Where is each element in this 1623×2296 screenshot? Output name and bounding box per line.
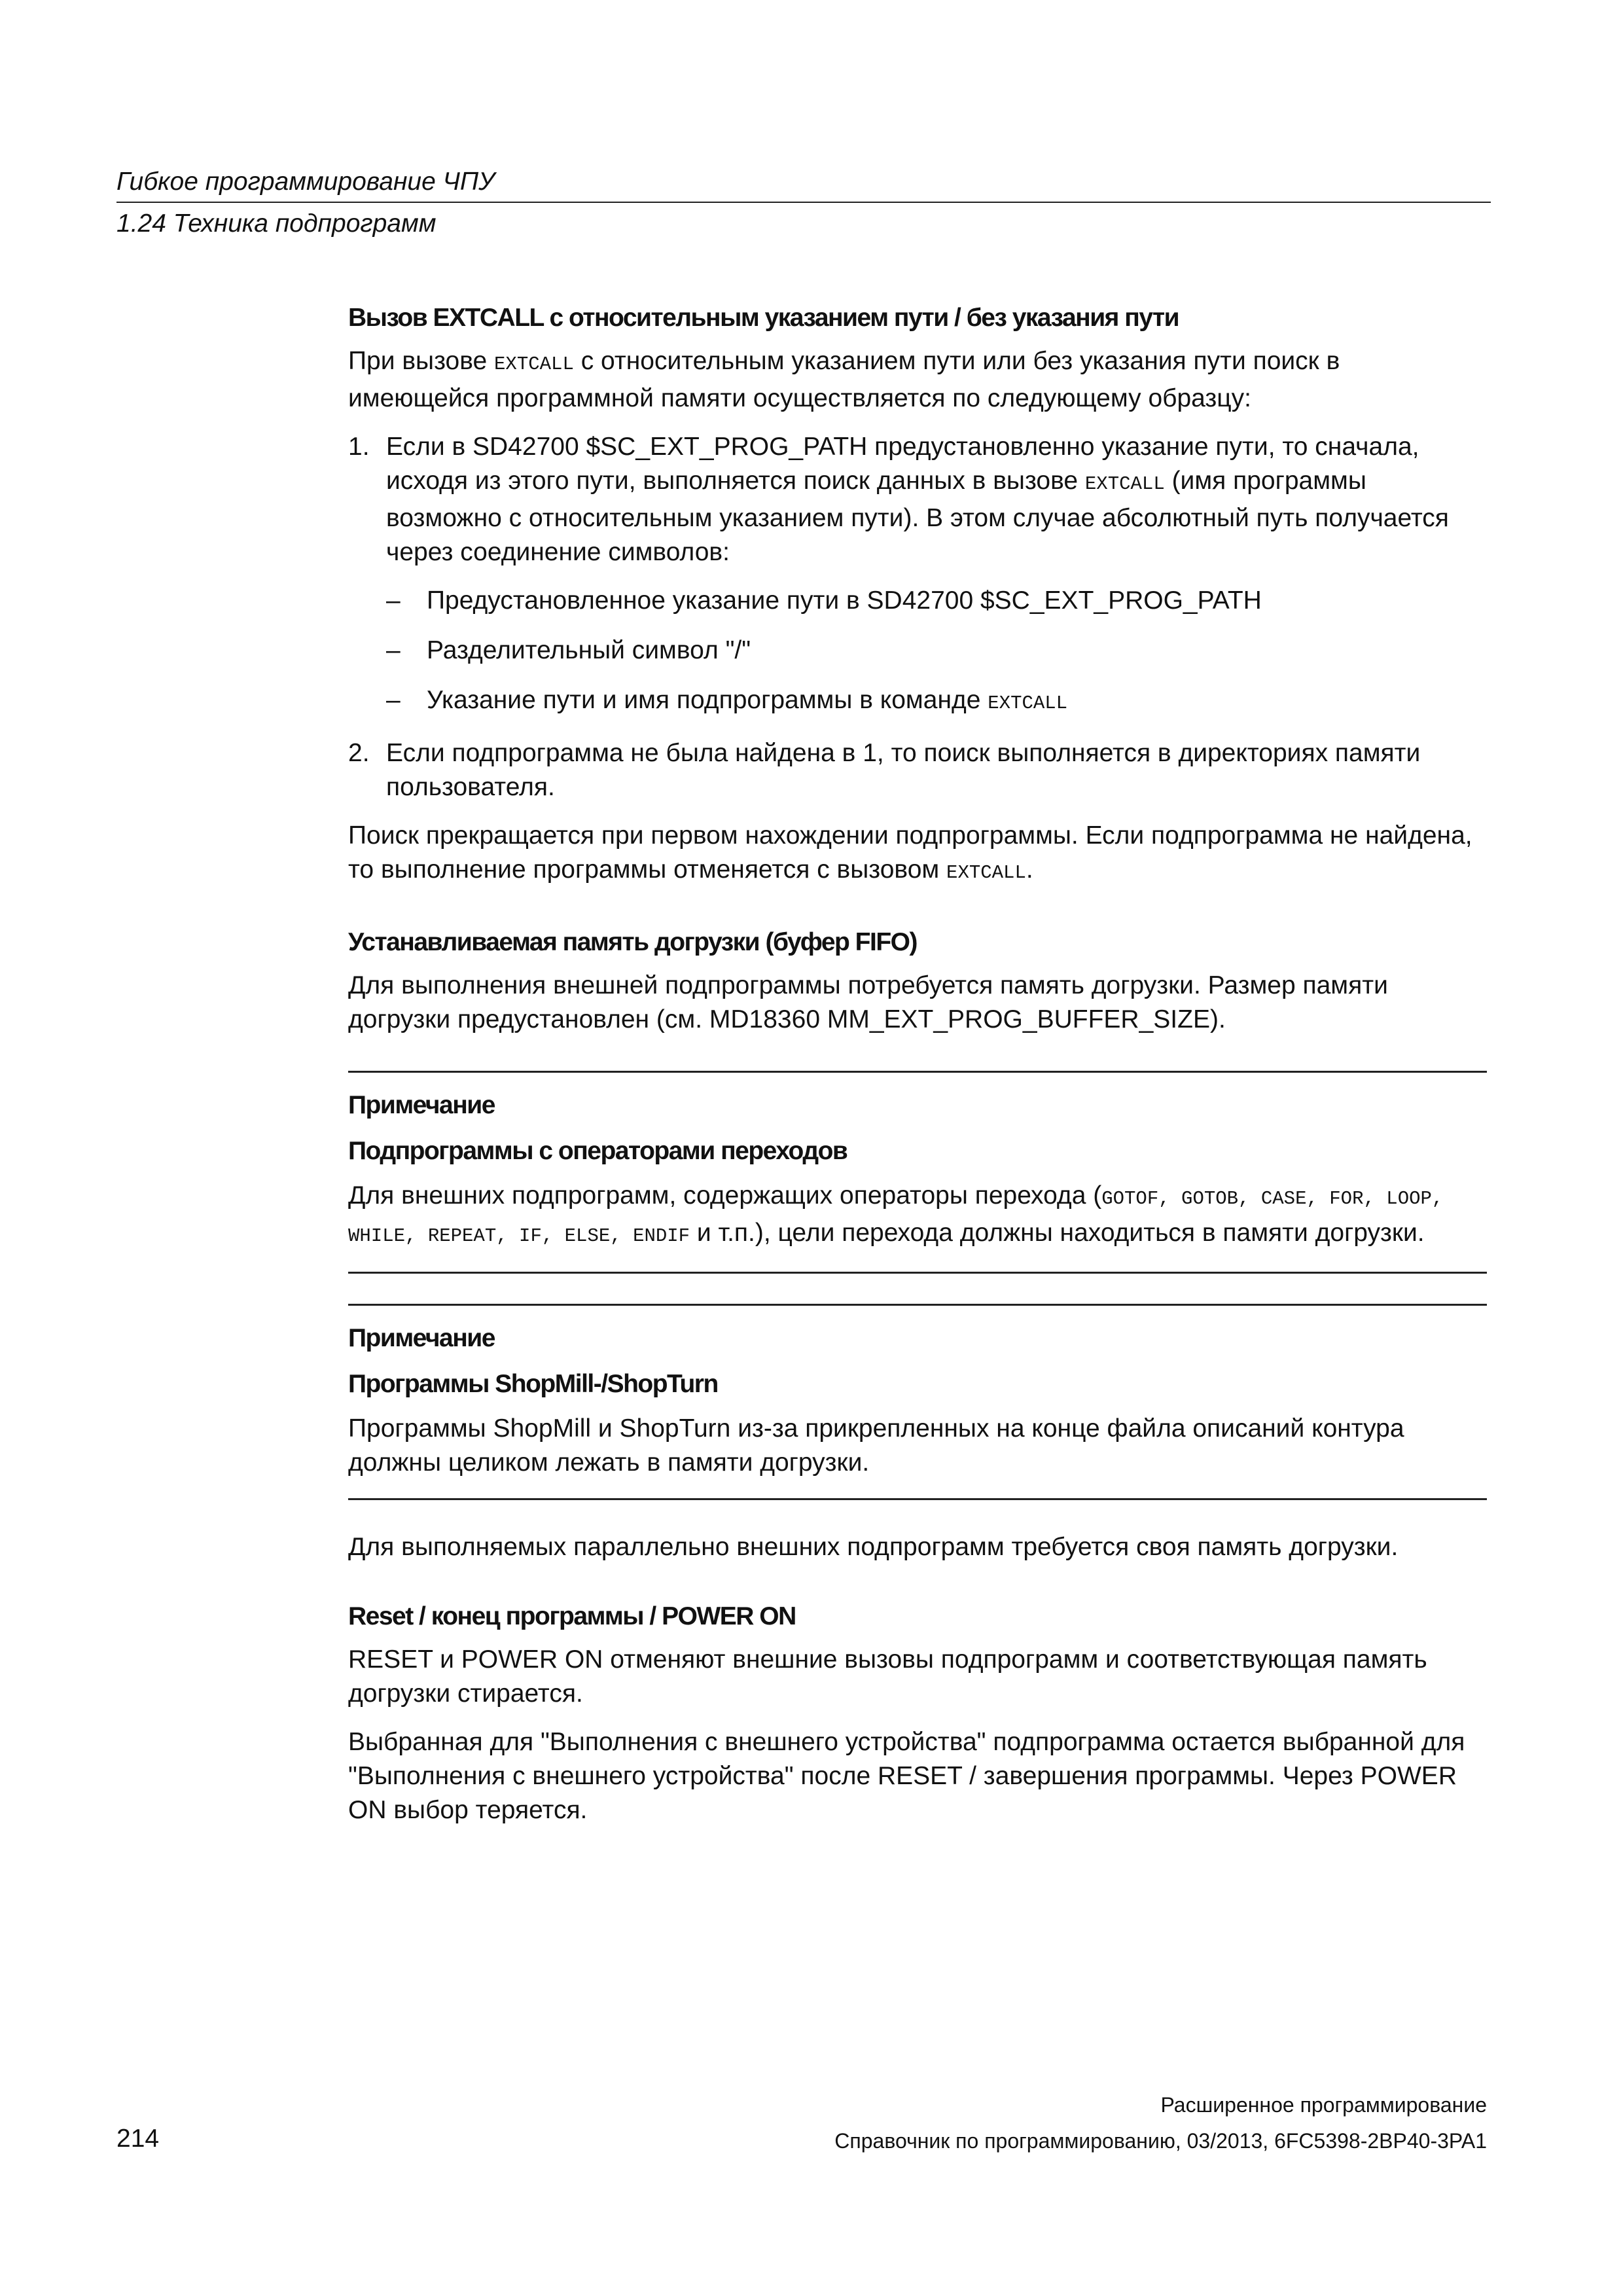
text-segment: Для внешних подпрограмм, содержащих операторы перехода ( bbox=[348, 1181, 1102, 1210]
note-text: Программы ShopMill и ShopTurn из-за прикрепленных на конце файла описаний контура должны целиком лежать в памяти догрузки. bbox=[348, 1414, 1404, 1477]
dash-mark: – bbox=[386, 586, 401, 615]
text-segment: . bbox=[1026, 855, 1033, 884]
header-section: 1.24 Техника подпрограмм bbox=[116, 209, 437, 238]
dash-mark: – bbox=[386, 636, 401, 664]
dash-item-2 bbox=[348, 634, 1487, 668]
text-segment: При вызове bbox=[348, 347, 495, 375]
text-segment: Если подпрограмма не была найдена в 1, то поиск выполняется в директориях памяти пользователя. bbox=[386, 739, 1421, 801]
page-body bbox=[348, 300, 1487, 1842]
note-label: Примечание bbox=[348, 1324, 495, 1352]
note-title: Программы ShopMill-/ShopTurn bbox=[348, 1370, 718, 1398]
note-title: Подпрограммы с операторами переходов bbox=[348, 1137, 847, 1165]
dash-item-3 bbox=[348, 683, 1487, 721]
list-number: 2. bbox=[348, 739, 370, 767]
note-text bbox=[348, 1179, 1487, 1253]
paragraph-search-stop bbox=[348, 819, 1487, 890]
list-item-1 bbox=[348, 430, 1487, 569]
note-label: Примечание bbox=[348, 1091, 495, 1119]
text-segment: Поиск прекращается при первом нахождении подпрограммы. Если подпрограмма не найдена, то выполнение программы отменяется с вызовом bbox=[348, 821, 1472, 884]
dash-text: Разделительный символ "/" bbox=[427, 636, 751, 664]
dash-mark: – bbox=[386, 686, 401, 714]
code-jump-operators: GOTOF, GOTOB, CASE, FOR, LOOP, WHILE, REPEAT, IF, ELSE, ENDIF bbox=[348, 1188, 1444, 1247]
note-box-shopmill bbox=[348, 1304, 1487, 1500]
dash-text: Указание пути и имя подпрограммы в команде bbox=[427, 686, 988, 714]
code-extcall: EXTCALL bbox=[988, 692, 1068, 714]
footer-reference: Справочник по программированию, 03/2013, 6FC5398-2BP40-3PA1 bbox=[834, 2129, 1487, 2153]
code-extcall: EXTCALL bbox=[494, 353, 574, 375]
heading-reset: Reset / конец программы / POWER ON bbox=[348, 1602, 796, 1630]
text-segment: с относительным указанием пути или без указания пути поиск в имеющейся программной памяти осуществляется по следующему образцу: bbox=[348, 347, 1340, 412]
text-segment: (имя программы возможно с относительным указанием пути). В этом случае абсолютный путь получается через соединение символов: bbox=[386, 467, 1449, 566]
dash-list bbox=[348, 584, 1487, 721]
dash-text: Предустановленное указание пути в SD42700 $SC_EXT_PROG_PATH bbox=[427, 586, 1262, 615]
footer-subtitle: Расширенное программирование bbox=[1160, 2093, 1487, 2117]
text-segment: и т.п.), цели перехода должны находиться в памяти догрузки. bbox=[690, 1219, 1425, 1247]
dash-item-1 bbox=[348, 584, 1487, 618]
paragraph-fifo: Для выполнения внешней подпрограммы потребуется память догрузки. Размер памяти догрузки предустановлен (см. MD18360 MM_EXT_PROG_BUFFER_SIZE). bbox=[348, 971, 1388, 1033]
paragraph-reset-2: Выбранная для "Выполнения с внешнего устройства" подпрограмма остается выбранной для "Выполнения с внешнего устройства" после RESET / завершения программы. Через POWER ON выбор теряется. bbox=[348, 1728, 1465, 1824]
header-title: Гибкое программирование ЧПУ bbox=[116, 168, 495, 196]
paragraph-extcall-intro bbox=[348, 344, 1487, 416]
code-extcall: EXTCALL bbox=[946, 862, 1026, 884]
list-item-2 bbox=[348, 736, 1487, 804]
code-extcall: EXTCALL bbox=[1084, 473, 1165, 495]
page-number: 214 bbox=[116, 2125, 160, 2153]
header-rule bbox=[116, 202, 1491, 203]
paragraph-reset-1: RESET и POWER ON отменяют внешние вызовы подпрограмм и соответствующая память догрузки стирается. bbox=[348, 1645, 1427, 1708]
note-box-jumps bbox=[348, 1071, 1487, 1274]
paragraph-parallel: Для выполняемых параллельно внешних подпрограмм требуется своя память догрузки. bbox=[348, 1533, 1399, 1561]
heading-fifo: Устанавливаемая память догрузки (буфер FIFO) bbox=[348, 928, 917, 956]
text-segment: Если в SD42700 $SC_EXT_PROG_PATH предустановленно указание пути, то сначала, исходя из этого пути, выполняется поиск данных в вызове bbox=[386, 433, 1419, 495]
list-number: 1. bbox=[348, 433, 370, 461]
heading-extcall: Вызов EXTCALL с относительным указанием пути / без указания пути bbox=[348, 304, 1179, 332]
